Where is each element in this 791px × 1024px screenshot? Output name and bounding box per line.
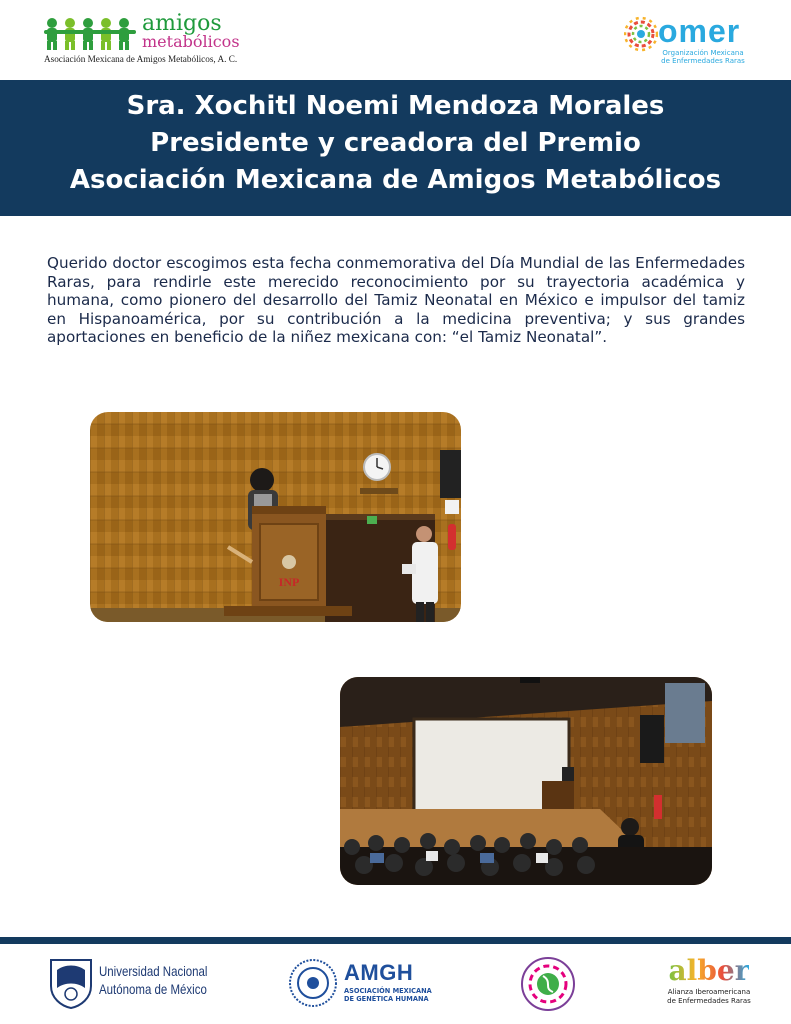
amgh-seal-icon xyxy=(288,958,338,1008)
title-line-3: Asociación Mexicana de Amigos Metabólicos xyxy=(69,165,722,195)
title-line-2: Presidente y creadora del Premio xyxy=(150,128,641,158)
amgh-line-1: ASOCIACIÓN MEXICANA xyxy=(344,987,432,995)
auditorium-audience-photo xyxy=(340,677,712,885)
red-de-apoyo-icon xyxy=(520,956,576,1012)
footer-divider xyxy=(0,937,791,944)
amigos-metabolicos-logo xyxy=(44,11,244,66)
alber-word xyxy=(664,956,754,986)
alber-line-2: de Enfermedades Raras xyxy=(667,996,751,1005)
red-de-apoyo-logo xyxy=(520,956,576,1012)
omer-flower-icon xyxy=(624,14,658,54)
amgh-acronym: AMGH xyxy=(344,960,414,985)
body-paragraph: Querido doctor escogimos esta fecha conmemorativa del Día Mundial de las Enfermedades Raras, para rendirle este merecido reconocimiento por su trayectoria académica y humana, como pionero del desarrollo del Tamiz Neonatal en México e impulsor del tamiz en Hispanoamérica, por su contribución a la medicina preventiva; y sus grandes aportaciones en beneficio de la niñez mexicana con: “el Tamiz Neonatal”. xyxy=(47,254,745,347)
podium-sign-text: INP xyxy=(278,575,300,589)
amigos-word: amigos xyxy=(142,11,222,36)
podium-speech-photo xyxy=(90,412,461,622)
unam-logo xyxy=(47,956,208,1012)
amgh-logo xyxy=(288,958,433,1012)
title-line-1: Sra. Xochitl Noemi Mendoza Morales xyxy=(126,91,665,121)
unam-line-1: Universidad Nacional xyxy=(99,963,208,979)
amgh-fullname xyxy=(344,987,432,1003)
omer-subtitle xyxy=(658,49,748,65)
podium-speech-illustration xyxy=(90,412,461,622)
omer-subtitle-line2: de Enfermedades Raras xyxy=(661,57,745,65)
people-chain-icon xyxy=(44,16,140,52)
amgh-line-2: DE GENÉTICA HUMANA xyxy=(344,995,429,1003)
metabolicos-word: metabólicos xyxy=(142,32,240,51)
alber-subtitle xyxy=(664,988,754,1005)
unam-shield-icon xyxy=(47,956,95,1010)
unam-text xyxy=(99,962,207,998)
omer-subtitle-line1: Organización Mexicana xyxy=(662,49,744,57)
amigos-subtitle: Asociación Mexicana de Amigos Metabólicos, A. C. xyxy=(44,54,238,64)
omer-word: omer xyxy=(658,13,741,49)
footer-logos xyxy=(0,944,791,1024)
auditorium-illustration xyxy=(340,677,712,885)
top-logo-bar xyxy=(0,0,791,80)
alber-word-text: alber xyxy=(668,954,750,987)
title-band xyxy=(0,80,791,216)
alber-logo xyxy=(664,956,754,1014)
omer-logo xyxy=(624,14,754,70)
alber-line-1: Alianza Iberoamericana xyxy=(667,988,751,996)
unam-line-2: Autónoma de México xyxy=(99,981,207,997)
